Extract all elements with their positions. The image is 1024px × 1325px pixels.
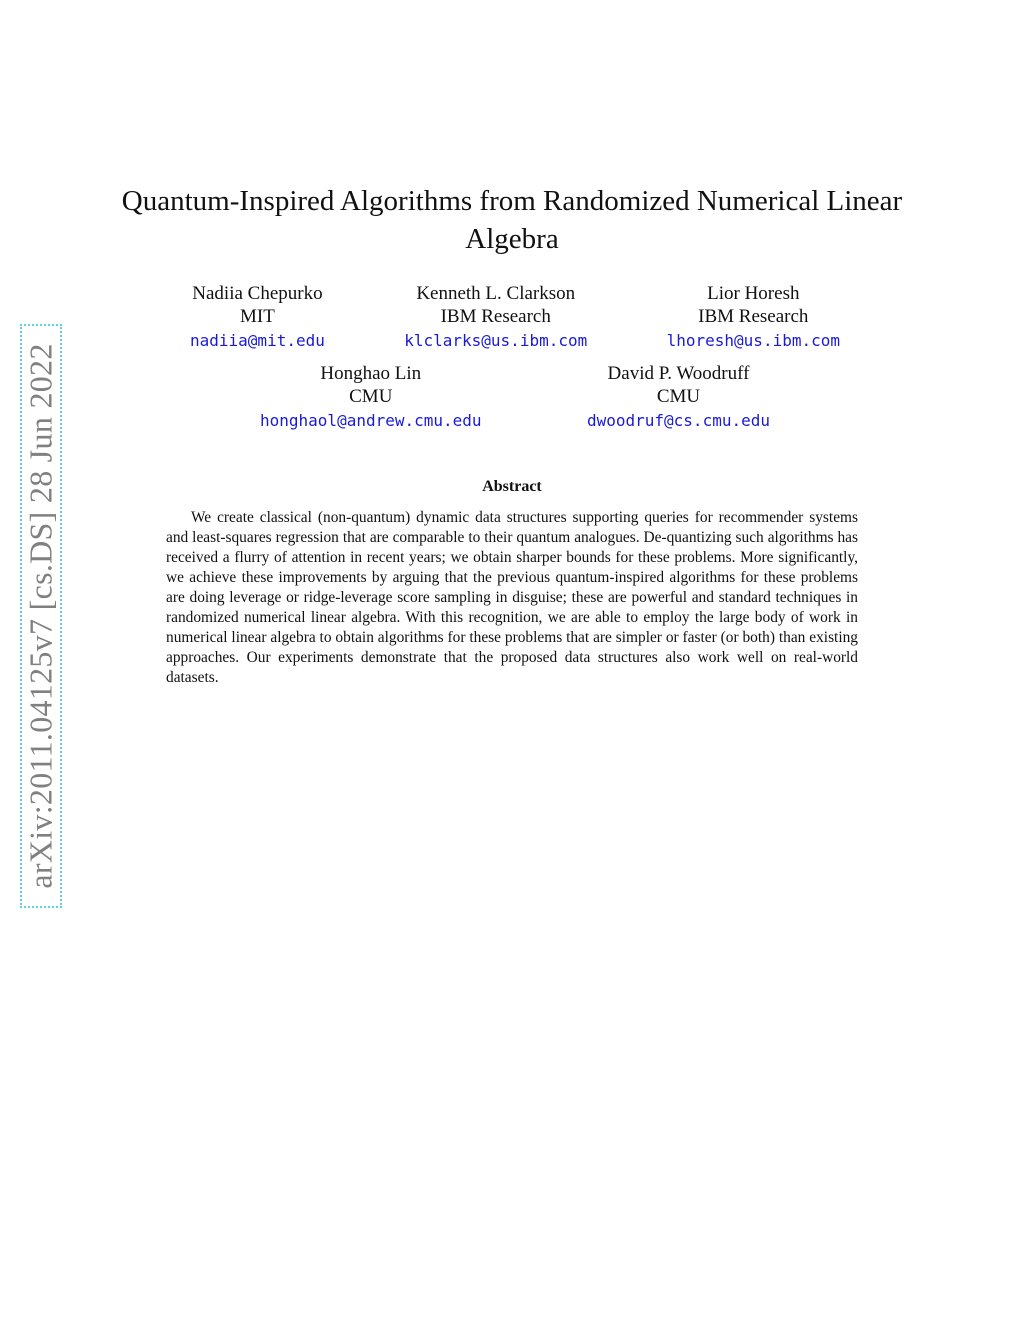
author-email-link[interactable]: lhoresh@us.ibm.com xyxy=(666,331,840,350)
author-affiliation: CMU xyxy=(349,386,393,407)
abstract-text: We create classical (non-quantum) dynamic data structures supporting queries for recommender systems and least-squares regression that are comparable to their quantum analogues. De-quantizing such algorithms has received a flurry of attention in recent years; we obtain sharper bounds for these problems. More significantly, we achieve these improvements by arguing that the previous quantum-inspired algorithms for these problems are doing leverage or ridge-leverage score sampling in disguise; these are powerful and standard techniques in randomized numerical linear algebra. With this recognition, we are able to employ the large body of work in numerical linear algebra to obtain algorithms for these problems that are simpler or faster (or both) than existing approaches. Our experiments demonstrate that the proposed data structures also work well on real-world datasets. xyxy=(166,509,858,686)
author-affiliation: CMU xyxy=(656,386,701,407)
author-row-1 xyxy=(190,282,840,352)
author-affiliation: IBM Research xyxy=(440,306,551,327)
arxiv-identifier-box[interactable] xyxy=(20,324,62,908)
author-affiliation: IBM Research xyxy=(698,306,809,327)
abstract-heading: Abstract xyxy=(482,478,542,495)
author-name: David P. Woodruff xyxy=(607,363,750,384)
author-block xyxy=(587,362,770,432)
author-email-link[interactable]: klclarks@us.ibm.com xyxy=(404,331,588,350)
author-email-link[interactable]: dwoodruf@cs.cmu.edu xyxy=(586,411,770,430)
author-block xyxy=(190,282,325,352)
author-row-2 xyxy=(260,362,770,432)
author-name: Nadiia Chepurko xyxy=(192,283,323,304)
author-name: Honghao Lin xyxy=(320,363,422,384)
author-email-link[interactable]: honghaol@andrew.cmu.edu xyxy=(260,411,482,430)
author-block xyxy=(667,282,840,352)
paper-title: Quantum-Inspired Algorithms from Randomized Numerical Linear Algebra xyxy=(121,185,903,255)
author-name: Lior Horesh xyxy=(707,283,800,304)
arxiv-identifier: arXiv:2011.04125v7 [cs.DS] 28 Jun 2022 xyxy=(22,343,59,889)
author-email-link[interactable]: nadiia@mit.edu xyxy=(190,331,325,350)
author-name: Kenneth L. Clarkson xyxy=(416,283,576,304)
author-block xyxy=(260,362,482,432)
author-affiliation: MIT xyxy=(240,306,275,327)
author-block xyxy=(404,282,587,352)
